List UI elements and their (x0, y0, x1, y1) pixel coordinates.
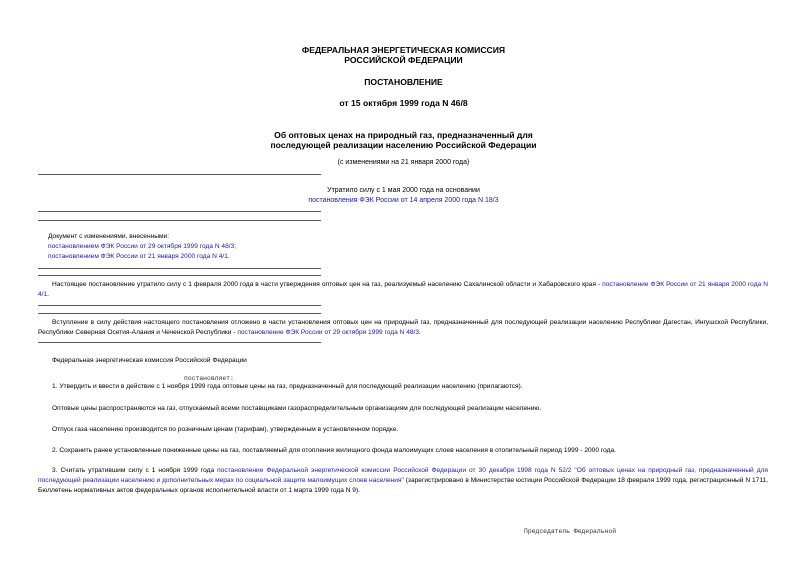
divider (38, 275, 321, 276)
note-tail: . (419, 329, 421, 336)
signature-title: Председатель Федеральной (524, 528, 617, 535)
note2-link[interactable]: постановление ФЭК России от 29 октября 1999 года N 48/3 (237, 329, 420, 336)
document-title-line1: Об оптовых ценах на природный газ, предназначенный для (274, 130, 533, 140)
divider (38, 211, 321, 212)
document-date-number: от 15 октября 1999 года N 46/8 (339, 98, 468, 108)
note-tail: . (47, 291, 50, 298)
document-type: ПОСТАНОВЛЕНИЕ (364, 77, 443, 87)
note-postponement (38, 318, 768, 338)
amendments-intro: Документ с изменениями, внесенными: (48, 233, 170, 240)
amendment-item (48, 242, 236, 252)
amendment-link-2[interactable]: постановлением ФЭК России от 21 января 2000 года N 4/1. (48, 253, 230, 260)
invalidation-link-row (0, 196, 807, 205)
divider (38, 220, 321, 221)
paragraph-2: Оптовые цены распространяются на газ, отпускаемый всеми поставщиками газораспределительным организациям для последующей реализации населению. (52, 405, 542, 412)
paragraph-3: Отпуск газа населению производится по розничным ценам (тарифам), утвержденным в установленном порядке. (52, 426, 399, 433)
invalidation-text: Утратило силу с 1 мая 2000 года на основании (327, 187, 480, 194)
divider (38, 342, 321, 343)
paragraph-text: 3. Считать утратившим силу с 1 ноября 1999 года (52, 467, 218, 474)
note-text: Вступление в силу действия настоящего постановления отложено в части установления оптовых цен на природный газ, предназначенный для последующей реализации населению Республики Дагестан, Ингушской Республики, Республики Северная Осетия-Алания и Чеченской Республики - (38, 319, 768, 336)
note1-link[interactable]: постановление ФЭК России от 21 января 2000 года N 4/1 (38, 281, 768, 298)
paragraph-5 (38, 466, 768, 496)
divider (38, 313, 321, 314)
amendment-link-1[interactable]: постановлением ФЭК России от 29 октября 1999 года N 48/3; (48, 243, 237, 250)
divider (38, 305, 321, 306)
commission-name-line2: РОССИЙСКОЙ ФЕДЕРАЦИИ (344, 55, 463, 65)
decree-word: постановляет: (184, 375, 234, 382)
note-partial-invalidation (38, 280, 768, 300)
commission-name-line1: ФЕДЕРАЛЬНАЯ ЭНЕРГЕТИЧЕСКАЯ КОМИССИЯ (301, 45, 506, 55)
paragraph-1: 1. Утвердить и ввести в действие с 1 ноября 1999 года оптовые цены на газ, предназначенный для последующей реализации населению (прилагаются). (52, 383, 523, 390)
document-title-line2: последующей реализации населению Российской Федерации (270, 140, 537, 150)
repealed-decree-link[interactable]: постановление Федеральной энергетической комиссии Российской Федерации от 30 декабря 1998 года N 52/2 "Об оптовых ценах на природный газ, предназначенный для последующей реализации населению и дополнительных мерах по социальной защите малоимущих слоев населения" (38, 467, 768, 484)
amendment-item (48, 252, 230, 262)
amendment-note: (с изменениями на 21 января 2000 года) (337, 159, 470, 166)
divider (38, 174, 321, 175)
invalidation-link[interactable]: постановления ФЭК России от 14 апреля 2000 года N 18/3 (308, 197, 499, 204)
note-text: Настоящее постановление утратило силу с 1 февраля 2000 года в части утверждения оптовых цен на газ, реализуемый населению Сахалинской области и Хабаровского края - (52, 281, 603, 288)
authority-name: Федеральная энергетическая комиссия Российской Федерации (52, 357, 247, 364)
paragraph-text: (зарегистрировано в Министерстве юстиции Российской Федерации 18 февраля 1999 года, регистрационный N 1711, Бюллетень нормативных актов федеральных органов исполнительной власти от 1 марта 1999 года N 9). (38, 477, 768, 494)
divider (38, 268, 321, 269)
paragraph-4: 2. Сохранить ранее установленные пониженные цены на газ, поставляемый для отопления жилищного фонда малоимущих слоев населения в отопительный период 1999 - 2000 года. (52, 447, 616, 454)
